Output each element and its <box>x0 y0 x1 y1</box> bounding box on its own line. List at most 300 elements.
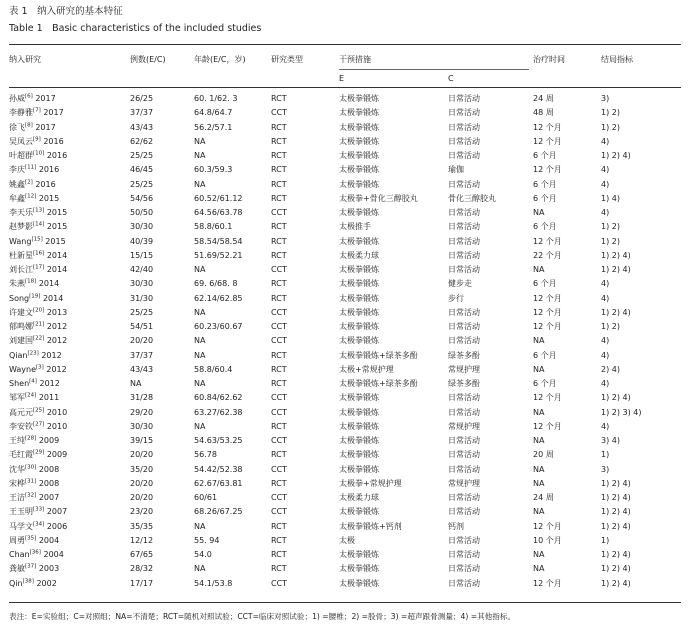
cases-cell: 37/37 <box>130 350 154 360</box>
study-year: 2016 <box>35 179 56 189</box>
study-cell <box>9 277 59 291</box>
table-row <box>0 548 688 562</box>
age-cell: 64.8/64.7 <box>194 108 233 118</box>
duration-cell: 12 个月 <box>533 293 562 303</box>
outcome-cell: 4) <box>601 293 610 303</box>
intervention-c-cell: 日常活动 <box>448 307 480 317</box>
age-cell: NA <box>194 521 206 531</box>
study-ref: [18] <box>25 278 37 285</box>
age-cell: NA <box>194 350 206 360</box>
age-cell: 56.78 <box>194 450 217 460</box>
study-cell <box>9 520 67 534</box>
age-cell: 62.67/63.81 <box>194 478 243 488</box>
study-ref: [16] <box>33 250 45 257</box>
age-cell: 54.0 <box>194 550 212 559</box>
duration-cell: 12 个月 <box>533 236 562 246</box>
outcome-cell: 1) 2) <box>601 122 620 132</box>
duration-cell: 12 个月 <box>533 307 562 317</box>
duration-cell: NA <box>533 436 545 445</box>
study-cell <box>9 263 67 277</box>
study-cell <box>9 562 59 576</box>
outcome-cell: 1) <box>601 450 610 460</box>
study-ref: [31] <box>25 478 37 485</box>
outcome-cell: 1) 2) 4) <box>601 507 631 517</box>
study-cell <box>9 235 66 249</box>
study-year: 2015 <box>46 222 68 232</box>
study-cell <box>9 491 59 505</box>
age-cell: 60. 1/62. 3 <box>194 94 238 103</box>
outcome-cell: 1) 2) 4) <box>601 521 631 531</box>
cases-cell: 31/30 <box>130 293 154 303</box>
type-cell: CCT <box>271 336 288 346</box>
intervention-e-cell: 太极拳锻炼 <box>339 236 379 246</box>
study-ref: [24] <box>25 392 37 399</box>
outcome-cell: 2) 4) <box>601 364 620 374</box>
study-ref: [27] <box>33 421 45 428</box>
study-year: 2002 <box>36 578 57 588</box>
type-cell: CCT <box>271 407 288 417</box>
type-cell: RCT <box>271 151 287 160</box>
intervention-e-cell: 太极拳锻炼 <box>339 122 379 132</box>
duration-cell: 12 个月 <box>533 122 562 132</box>
intervention-c-cell: 瑜伽 <box>448 165 464 175</box>
study-author: 刘长江 <box>9 265 33 274</box>
study-cell <box>9 220 67 234</box>
intervention-c-cell: 日常活动 <box>448 507 480 517</box>
study-cell <box>9 334 67 348</box>
study-cell <box>9 477 59 491</box>
outcome-cell: 1) 2) 4) <box>601 393 631 403</box>
type-cell: RCT <box>271 136 287 146</box>
study-ref: [20] <box>33 307 45 314</box>
study-year: 2017 <box>35 94 56 103</box>
intervention-c-cell: 日常活动 <box>448 222 480 232</box>
intervention-c-cell: 日常活动 <box>448 236 480 246</box>
outcome-cell: 4) <box>601 336 610 346</box>
study-year: 2008 <box>38 478 60 488</box>
type-cell: CCT <box>271 322 288 331</box>
intervention-c-cell: 日常活动 <box>448 122 480 132</box>
header-cases: 例数(E/C) <box>130 55 166 64</box>
study-author: Wang <box>9 236 32 246</box>
table-row <box>0 406 688 420</box>
study-year: 2004 <box>43 550 64 559</box>
duration-cell: 12 个月 <box>533 136 562 146</box>
type-cell: RCT <box>271 521 287 531</box>
study-cell <box>9 135 64 149</box>
intervention-e-cell: 太极拳锻炼 <box>339 165 379 175</box>
study-year: 2016 <box>46 151 68 160</box>
intervention-c-cell: 步行 <box>448 293 464 303</box>
table-row <box>0 363 688 377</box>
cases-cell: 35/35 <box>130 521 154 531</box>
study-cell <box>9 292 63 306</box>
table-row <box>0 477 688 491</box>
age-cell: 60/61 <box>194 493 218 502</box>
study-author: 朱燕 <box>9 279 25 289</box>
outcome-cell: 1) 2) 4) <box>601 550 631 559</box>
table-row <box>0 420 688 434</box>
header-type: 研究类型 <box>271 55 303 64</box>
duration-cell: 22 个月 <box>533 250 562 260</box>
intervention-e-cell: 太极拳锻炼 <box>339 578 379 588</box>
type-cell: RCT <box>271 193 287 203</box>
duration-cell: 10 个月 <box>533 535 562 545</box>
table-row <box>0 434 688 448</box>
study-cell <box>9 206 67 220</box>
study-year: 2012 <box>39 379 60 388</box>
table-row <box>0 192 688 206</box>
type-cell: CCT <box>271 393 288 403</box>
outcome-cell: 4) <box>601 179 610 189</box>
intervention-c-cell: 日常活动 <box>448 265 480 274</box>
cases-cell: 54/56 <box>130 193 154 203</box>
outcome-cell: 1) 2) <box>601 236 620 246</box>
bottom-rule <box>9 602 681 603</box>
table-row <box>0 235 688 249</box>
intervention-c-cell: 绿茶多酚 <box>448 350 480 360</box>
table-row <box>0 163 688 177</box>
study-author: 徐飞 <box>9 122 25 132</box>
study-author: 马学文 <box>9 521 33 531</box>
study-author: 李天乐 <box>9 208 33 217</box>
study-ref: [35] <box>25 535 37 542</box>
intervention-e-cell: 太极拳锻炼 <box>339 293 379 303</box>
study-author: Song <box>9 293 30 303</box>
study-year: 2017 <box>43 108 64 118</box>
age-cell: NA <box>194 336 206 346</box>
age-cell: NA <box>194 179 206 189</box>
study-ref: [32] <box>25 492 37 499</box>
age-cell: 60.23/60.67 <box>194 322 243 331</box>
intervention-c-cell: 日常活动 <box>448 535 480 545</box>
table-row <box>0 391 688 405</box>
header-rule <box>9 87 681 88</box>
study-year: 2006 <box>46 521 68 531</box>
intervention-e-cell: 太极拳锻炼 <box>339 279 379 289</box>
duration-cell: 12 个月 <box>533 165 562 175</box>
type-cell: CCT <box>271 464 288 474</box>
duration-cell: 12 个月 <box>533 322 562 331</box>
type-cell: RCT <box>271 564 287 574</box>
study-cell <box>9 534 59 548</box>
header-study: 纳入研究 <box>9 55 41 64</box>
duration-cell: NA <box>533 265 545 274</box>
study-author: 沈华 <box>9 464 25 474</box>
duration-cell: NA <box>533 507 545 517</box>
cases-cell: 25/25 <box>130 151 154 160</box>
outcome-cell: 1) 2) 4) <box>601 578 631 588</box>
age-cell: 62.14/62.85 <box>194 293 243 303</box>
study-ref: [6] <box>25 93 33 100</box>
type-cell: RCT <box>271 550 287 559</box>
study-cell <box>9 505 67 519</box>
study-cell <box>9 577 57 591</box>
cases-cell: 42/40 <box>130 265 154 274</box>
type-cell: RCT <box>271 364 287 374</box>
study-cell <box>9 163 59 177</box>
intervention-c-cell: 日常活动 <box>448 151 480 160</box>
table-row <box>0 505 688 519</box>
intervention-e-cell: 太极拳+骨化三醇胶丸 <box>339 193 418 203</box>
intervention-e-cell: 太极拳锻炼 <box>339 507 379 517</box>
duration-cell: 20 周 <box>533 450 554 460</box>
study-ref: [8] <box>25 121 33 128</box>
intervention-e-cell: 太极+常规护理 <box>339 364 394 374</box>
study-year: 2012 <box>46 322 68 331</box>
duration-cell: 12 个月 <box>533 521 562 531</box>
age-cell: 56.2/57.1 <box>194 122 233 132</box>
study-author: Qian <box>9 350 28 360</box>
age-cell: 51.69/52.21 <box>194 250 243 260</box>
study-cell <box>9 106 64 120</box>
study-ref: [12] <box>25 193 37 200</box>
intervention-e-cell: 太极拳锻炼 <box>339 322 379 331</box>
duration-cell: NA <box>533 208 545 217</box>
table-row <box>0 520 688 534</box>
outcome-cell: 1) <box>601 535 610 545</box>
intervention-e-cell: 太极拳锻炼 <box>339 94 379 103</box>
cases-cell: 43/43 <box>130 122 154 132</box>
study-cell <box>9 448 67 462</box>
cases-cell: 25/25 <box>130 179 154 189</box>
study-ref: [23] <box>27 349 39 356</box>
duration-cell: NA <box>533 564 545 574</box>
type-cell: RCT <box>271 236 287 246</box>
study-cell <box>9 121 56 135</box>
study-author: 郁鸣娜 <box>9 322 33 331</box>
intervention-c-cell: 日常活动 <box>448 393 480 403</box>
intervention-e-cell: 太极拳锻炼 <box>339 136 379 146</box>
study-cell <box>9 463 59 477</box>
age-cell: 58.8/60.4 <box>194 364 233 374</box>
table-row <box>0 577 688 591</box>
type-cell: CCT <box>271 436 288 445</box>
table-body <box>0 92 688 591</box>
cases-cell: 28/32 <box>130 564 154 574</box>
study-cell <box>9 149 67 163</box>
study-author: 龚敏 <box>9 564 25 574</box>
intervention-c-cell: 日常活动 <box>448 250 480 260</box>
study-author: 孙威 <box>9 94 25 103</box>
outcome-cell: 1) 4) <box>601 193 620 203</box>
study-year: 2012 <box>46 336 68 346</box>
cases-cell: 46/45 <box>130 165 154 175</box>
study-ref: [33] <box>33 506 45 513</box>
duration-cell: NA <box>533 464 545 474</box>
intervention-e-cell: 太极拳锻炼 <box>339 179 379 189</box>
study-ref: [34] <box>33 520 45 527</box>
study-year: 2015 <box>46 208 68 217</box>
intervention-c-cell: 日常活动 <box>448 464 480 474</box>
outcome-cell: 1) 2) 3) 4) <box>601 407 642 417</box>
table-caption-en: Table 1 Basic characteristics of the included studies <box>9 23 262 34</box>
intervention-e-cell: 太极拳锻炼 <box>339 407 379 417</box>
study-year: 2014 <box>46 250 68 260</box>
cases-cell: 20/20 <box>130 478 154 488</box>
outcome-cell: 1) 2) <box>601 108 620 118</box>
age-cell: NA <box>194 421 206 431</box>
study-ref: [38] <box>22 577 34 584</box>
outcome-cell: 1) 2) 4) <box>601 478 631 488</box>
study-author: 王玉明 <box>9 507 33 517</box>
study-ref: [10] <box>33 150 45 157</box>
study-year: 2015 <box>45 236 66 246</box>
type-cell: RCT <box>271 279 287 289</box>
intervention-e-cell: 太极拳+常规护理 <box>339 478 402 488</box>
type-cell: CCT <box>271 493 288 502</box>
intervention-e-cell: 太极拳锻炼 <box>339 393 379 403</box>
intervention-e-cell: 太极拳锻炼 <box>339 108 379 118</box>
age-cell: 54.42/52.38 <box>194 464 243 474</box>
type-cell: RCT <box>271 293 287 303</box>
cases-cell: 12/12 <box>130 535 154 545</box>
age-cell: 54.63/53.25 <box>194 436 243 445</box>
intervention-c-cell: 日常活动 <box>448 578 480 588</box>
study-ref: [14] <box>33 221 45 228</box>
study-author: 牟鑫 <box>9 193 25 203</box>
cases-cell: 20/20 <box>130 450 154 460</box>
type-cell: CCT <box>271 307 288 317</box>
study-author: 许建文 <box>9 307 33 317</box>
intervention-e-cell: 太极拳锻炼 <box>339 421 379 431</box>
type-cell: RCT <box>271 222 287 232</box>
study-author: 邹军 <box>9 393 25 403</box>
cases-cell: 31/28 <box>130 393 154 403</box>
table-row <box>0 277 688 291</box>
age-cell: NA <box>194 307 206 317</box>
duration-cell: NA <box>533 336 545 346</box>
header-intervention: 干预措施 <box>339 55 371 64</box>
table-row <box>0 320 688 334</box>
cases-cell: 30/30 <box>130 421 154 431</box>
type-cell: RCT <box>271 535 287 545</box>
duration-cell: NA <box>533 364 545 374</box>
table-row <box>0 263 688 277</box>
intervention-e-cell: 太极 <box>339 535 355 545</box>
study-ref: [11] <box>25 164 37 171</box>
intervention-e-cell: 太极拳锻炼 <box>339 550 379 559</box>
cases-cell: 30/30 <box>130 279 154 289</box>
outcome-cell: 1) 2) 4) <box>601 493 631 502</box>
outcome-cell: 1) 2) 4) <box>601 151 631 160</box>
type-cell: CCT <box>271 208 288 217</box>
table-row <box>0 377 688 391</box>
table-row <box>0 292 688 306</box>
study-ref: [28] <box>25 435 37 442</box>
study-year: 2013 <box>46 307 68 317</box>
type-cell: RCT <box>271 94 287 103</box>
intervention-c-cell: 日常活动 <box>448 108 480 118</box>
type-cell: RCT <box>271 165 287 175</box>
outcome-cell: 1) 2) 4) <box>601 250 631 260</box>
cases-cell: 40/39 <box>130 236 154 246</box>
intervention-e-cell: 太极拳锻炼 <box>339 307 379 317</box>
duration-cell: 12 个月 <box>533 393 562 403</box>
duration-cell: 6 个月 <box>533 350 557 360</box>
duration-cell: 6 个月 <box>533 222 557 232</box>
study-year: 2014 <box>46 265 68 274</box>
study-cell <box>9 420 67 434</box>
outcome-cell: 3) 4) <box>601 436 620 445</box>
study-cell <box>9 92 56 106</box>
study-ref: [3] <box>36 364 44 371</box>
intervention-c-cell: 日常活动 <box>448 208 480 217</box>
age-cell: 60.52/61.12 <box>194 193 243 203</box>
intervention-c-cell: 钙剂 <box>448 521 464 531</box>
cases-cell: 29/20 <box>130 407 154 417</box>
age-cell: 58.8/60.1 <box>194 222 233 232</box>
type-cell: RCT <box>271 179 287 189</box>
study-cell <box>9 349 62 363</box>
cases-cell: 23/20 <box>130 507 154 517</box>
type-cell: CCT <box>271 108 288 118</box>
age-cell: NA <box>194 564 206 574</box>
study-author: 毛红霞 <box>9 450 33 460</box>
study-ref: [25] <box>33 406 45 413</box>
table-caption-cn: 表 1 纳入研究的基本特征 <box>9 6 123 17</box>
age-cell: 55. 94 <box>194 535 220 545</box>
age-cell: 63.27/62.38 <box>194 407 243 417</box>
study-year: 2009 <box>46 450 68 460</box>
study-ref: [9] <box>33 136 41 143</box>
duration-cell: NA <box>533 407 545 417</box>
intervention-e-cell: 太极拳锻炼 <box>339 265 379 274</box>
outcome-cell: 1) 2) <box>601 222 620 232</box>
type-cell: RCT <box>271 421 287 431</box>
intervention-e-cell: 太极拳锻炼 <box>339 436 379 445</box>
study-author: 吴凤云 <box>9 136 33 146</box>
table-row <box>0 178 688 192</box>
cases-cell: 43/43 <box>130 364 154 374</box>
cases-cell: 37/37 <box>130 108 154 118</box>
study-author: 宋桦 <box>9 478 25 488</box>
study-cell <box>9 406 67 420</box>
type-cell: RCT <box>271 350 287 360</box>
intervention-c-cell: 日常活动 <box>448 94 480 103</box>
study-author: 高元元 <box>9 407 33 417</box>
cases-cell: 54/51 <box>130 322 154 331</box>
cases-cell: 50/50 <box>130 208 154 217</box>
study-year: 2007 <box>46 507 68 517</box>
cases-cell: 25/25 <box>130 307 154 317</box>
table-footnote: 表注：E=实验组；C=对照组；NA=不清楚；RCT=随机对照试验；CCT=临床对照试验；1) =腰椎；2) =股骨；3) =超声跟骨测量；4) =其他指标。 <box>9 612 516 621</box>
intervention-e-cell: 太极推手 <box>339 222 371 232</box>
study-year: 2007 <box>38 493 60 502</box>
age-cell: NA <box>194 151 206 160</box>
study-year: 2009 <box>38 436 60 445</box>
study-cell <box>9 363 67 377</box>
study-cell <box>9 249 67 263</box>
table-row <box>0 206 688 220</box>
type-cell: CCT <box>271 578 288 588</box>
outcome-cell: 4) <box>601 350 610 360</box>
type-cell: RCT <box>271 450 287 460</box>
study-author: 王纯 <box>9 436 25 445</box>
study-year: 2008 <box>38 464 60 474</box>
age-cell: 54.1/53.8 <box>194 578 233 588</box>
duration-cell: 24 周 <box>533 493 554 502</box>
table-row <box>0 534 688 548</box>
study-cell <box>9 548 64 562</box>
study-year: 2010 <box>46 421 68 431</box>
header-c: C <box>448 74 454 83</box>
study-year: 2004 <box>38 535 60 545</box>
intervention-e-cell: 太极柔力球 <box>339 493 379 502</box>
intervention-c-cell: 绿茶多酚 <box>448 379 480 388</box>
outcome-cell: 1) 2) <box>601 322 620 331</box>
age-cell: 68.26/67.25 <box>194 507 243 517</box>
